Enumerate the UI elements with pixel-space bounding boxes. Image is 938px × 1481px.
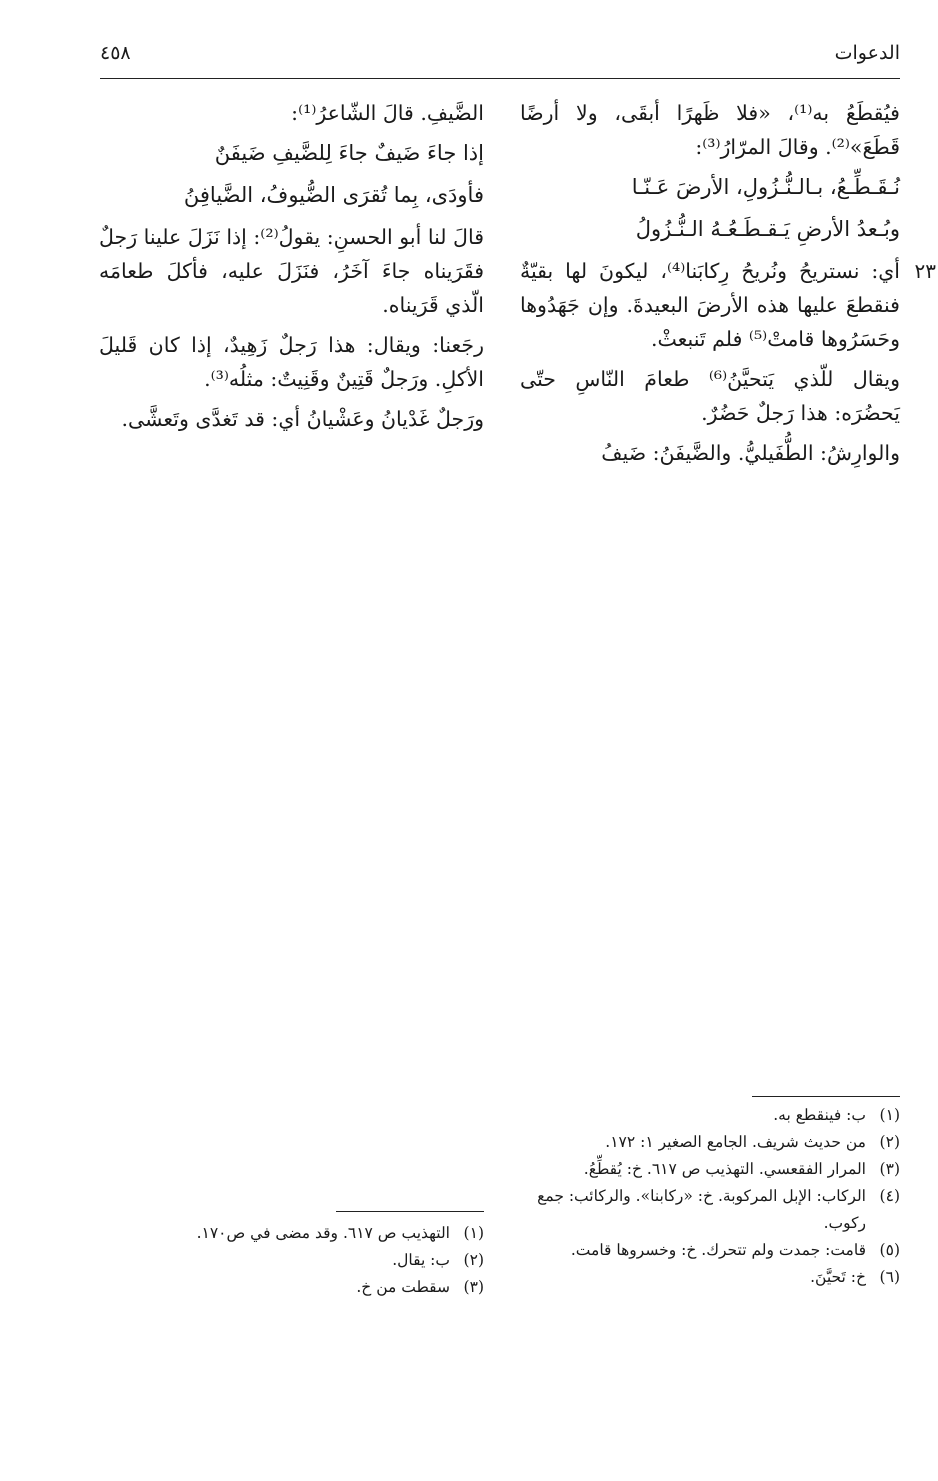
footnote-text: ب: فينقطع به. xyxy=(773,1106,866,1124)
page-number: ٤٥٨ xyxy=(100,42,131,64)
footnote-number: (٣) xyxy=(879,1160,900,1178)
footnote-text: من حديث شريف. الجامع الصغير ١: ١٧٢. xyxy=(605,1133,866,1151)
footnote-text: التهذيب ص ٦١٧. وقد مضى في ص١٧٠. xyxy=(196,1224,450,1242)
footnote-text: الركاب: الإبل المركوبة. خ: «ركابنا». والركائب: جمع ركوب. xyxy=(537,1187,866,1232)
paragraph: والوارِشُ: الطُّفَيليُّ. والضَّيفَنُ: ضَيفُ xyxy=(601,441,900,465)
footnote-divider xyxy=(752,1096,900,1097)
paragraph: الضَّيفِ. قالَ الشّاعرُ⁽¹⁾: xyxy=(291,101,484,125)
paragraph: ويقال للّذي يَتحيَّنُ⁽⁶⁾ طعامَ النّاسِ حتّى يَحضُرَه: هذا رَجلٌ حَضُرٌ. xyxy=(520,367,900,425)
footnote xyxy=(500,1129,900,1156)
footnote xyxy=(84,1220,484,1247)
footnote-text: خ: تَحيَّنَ. xyxy=(810,1268,866,1286)
footnote-number: (١) xyxy=(463,1224,484,1242)
footnote-text: ب: يقال. xyxy=(392,1251,450,1269)
paragraph: فيُقطَعُ به⁽¹⁾، «فلا ظَهرًا أبقَى، ولا أرضًا قَطَعَ»⁽²⁾. وقالَ المرّارُ⁽³⁾: xyxy=(520,101,900,159)
paragraph: ورَجلٌ غَدْيانُ وعَشْيانُ أي: قد تَغدَّى وتَعشَّى. xyxy=(121,407,484,431)
footnote xyxy=(500,1264,900,1291)
header-divider xyxy=(100,78,900,79)
footnote xyxy=(500,1102,900,1129)
footnote-divider xyxy=(336,1211,484,1212)
footnote-number: (٢) xyxy=(463,1251,484,1269)
verse-line: نُـقَـطِّـعُ، بـالـنُّـزُولِ، الأرضَ عَـنّـا xyxy=(631,175,900,199)
footnote-text: سقطت من خ. xyxy=(356,1278,450,1296)
footnote-number: (٣) xyxy=(463,1278,484,1296)
footnote-number: (٤) xyxy=(879,1187,900,1205)
left-text-column xyxy=(99,96,484,442)
footnote-number: (٢) xyxy=(879,1133,900,1151)
footnote xyxy=(500,1237,900,1264)
verse-line: إذا جاءَ ضَيفٌ جاءَ لِلضَّيفِ ضَيفَنٌ xyxy=(214,141,484,165)
verse-line: فأودَى، بِما تُقرَى الضُّيوفُ، الضَّيافِنُ xyxy=(183,183,484,207)
footnote-number: (٦) xyxy=(879,1268,900,1286)
paragraph: أي: نستريحُ ونُريحُ رِكابَنا⁽⁴⁾، ليكونَ لها بقيّةٌ فنقطعَ عليها هذه الأرضَ البعيدةَ. وإن جَهَدُوها وحَسَرُوها قامتْ⁽⁵⁾ فلم تَنبعثْ. xyxy=(520,259,901,351)
right-text-column xyxy=(520,96,936,476)
running-header-title: الدعوات xyxy=(834,42,900,64)
footnote xyxy=(500,1156,900,1183)
footnote-number: (٥) xyxy=(879,1241,900,1259)
footnote-number: (١) xyxy=(879,1106,900,1124)
footnotes-right xyxy=(500,1102,900,1291)
footnote xyxy=(500,1183,900,1237)
footnotes-left xyxy=(84,1220,484,1301)
footnote-text: المرار الفقعسي. التهذيب ص ٦١٧. خ: يُقطِّعُ. xyxy=(583,1160,866,1178)
footnote-text: قامت: جمدت ولم تتحرك. خ: وخسروها قامت. xyxy=(570,1241,866,1259)
footnote xyxy=(84,1247,484,1274)
verse-line: وبُـعدُ الأرضِ يَـقـطَـعُـهُ الـنُّـزُولُ xyxy=(635,217,900,241)
paragraph: قالَ لنا أبو الحسنِ: يقولُ⁽²⁾: إذا نَزَلَ علينا رَجلٌ فقَرَيناه جاءَ آخَرُ، فنَزَلَ عليه، فأكلَ طعامَه الّذي قَرَيناه. xyxy=(99,225,484,317)
line-number: ٢٣ xyxy=(914,259,936,283)
footnote xyxy=(84,1274,484,1301)
paragraph: رجَعنا: ويقال: هذا رَجلٌ زَهِيدٌ، إذا كان قَليلَ الأكلِ. ورَجلٌ قَتِينٌ وقَنِيتٌ: مثلُه⁽³⁾. xyxy=(99,333,484,391)
